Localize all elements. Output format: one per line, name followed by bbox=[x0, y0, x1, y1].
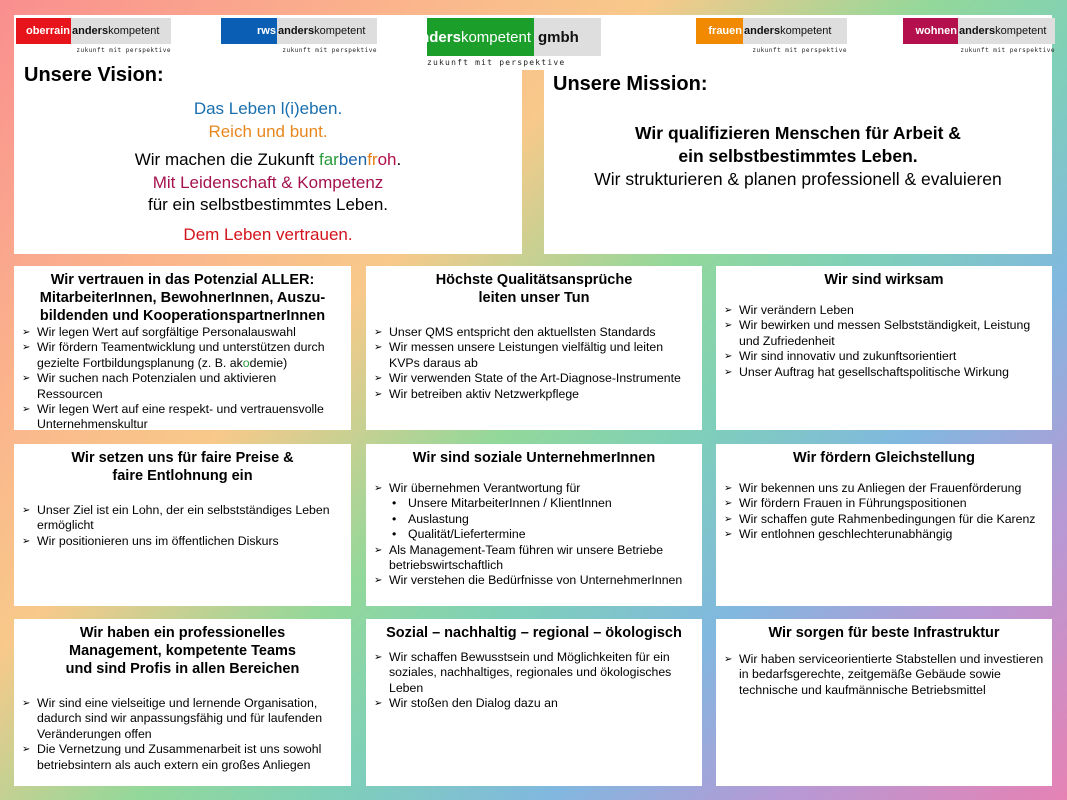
card-title-line: Sozial – nachhaltig – regional – ökologisch bbox=[386, 625, 682, 641]
logo-frauen[interactable] bbox=[696, 18, 847, 54]
logo-brand: anders kompetent bbox=[71, 18, 171, 44]
bullet-text: Wir fördern Frauen in Führungspositionen bbox=[739, 496, 967, 511]
logo-tagline: zukunft mit perspektive bbox=[960, 47, 1055, 54]
arrow-bullet-icon: ➢ bbox=[22, 535, 31, 547]
bullet-item bbox=[724, 496, 1046, 511]
card-title-line: und sind Profis in allen Bereichen bbox=[65, 661, 300, 677]
bullet-item bbox=[374, 496, 696, 511]
bullet-text: Unser Ziel ist ein Lohn, der ein selbstständiges Leben ermöglicht bbox=[37, 503, 330, 533]
vision-line-2: Reich und bunt. bbox=[208, 121, 328, 141]
arrow-bullet-icon: ➢ bbox=[724, 529, 733, 541]
logo-anderskompetent-gmbh[interactable] bbox=[411, 18, 601, 67]
card-title-line: faire Entlohnung ein bbox=[112, 468, 253, 484]
bullet-item bbox=[374, 325, 696, 340]
bullet-text: Wir positionieren uns im öffentlichen Diskurs bbox=[37, 533, 279, 548]
arrow-bullet-icon: ➢ bbox=[22, 698, 31, 709]
mission-line-3: Wir strukturieren & planen professionell & evaluieren bbox=[594, 169, 1002, 189]
card-title bbox=[366, 624, 702, 642]
logo-suffix: gmbh bbox=[534, 18, 601, 56]
bullet-text: demie) bbox=[249, 355, 288, 370]
bullet-item bbox=[724, 365, 1046, 380]
bullet-item bbox=[374, 543, 696, 574]
card-title-line: bildenden und KooperationspartnerInnen bbox=[39, 308, 326, 324]
card-title-line: leiten unser Tun bbox=[478, 290, 590, 306]
logo-tagline: zukunft mit perspektive bbox=[282, 47, 377, 54]
bullet-text: Wir schaffen gute Rahmenbedingungen für die Karenz bbox=[739, 511, 1036, 526]
logo-brand: anders kompetent bbox=[743, 18, 847, 44]
bullet-text: Wir legen Wert auf sorgfältige Personalauswahl bbox=[37, 325, 296, 339]
logo-tagline: zukunft mit perspektive bbox=[752, 47, 847, 54]
arrow-bullet-icon: ➢ bbox=[374, 373, 383, 385]
logo-brand: anders kompetent bbox=[958, 18, 1055, 44]
card-potenzial bbox=[14, 266, 351, 430]
logo-prefix: anders kompetent bbox=[427, 18, 534, 56]
bullet-text: Qualität/Liefertermine bbox=[408, 527, 526, 542]
bullet-item bbox=[724, 318, 1046, 349]
logo-wohnen[interactable] bbox=[903, 18, 1055, 54]
card-title bbox=[716, 624, 1052, 642]
arrow-bullet-icon: ➢ bbox=[374, 698, 383, 710]
logo-rws[interactable] bbox=[221, 18, 377, 54]
card-title-line: Wir vertrauen in das Potenzial ALLER: bbox=[50, 272, 315, 288]
card-title-line: Wir haben ein professionelles bbox=[79, 625, 286, 641]
farbenfroh-part: oh bbox=[377, 150, 397, 169]
bullet-text: Wir schaffen Bewusstsein und Möglichkeiten für ein soziales, nachhaltiges, regionales und ökologisches Leben bbox=[389, 650, 672, 695]
arrow-bullet-icon: ➢ bbox=[374, 544, 383, 556]
arrow-bullet-icon: ➢ bbox=[22, 744, 31, 756]
bullet-text: Wir entlohnen geschlechterunabhängig bbox=[739, 527, 953, 542]
card-bullet-list bbox=[366, 325, 702, 402]
vision-title: Unsere Vision: bbox=[24, 64, 164, 86]
bullet-item bbox=[374, 650, 696, 696]
bullet-item bbox=[724, 512, 1046, 527]
card-nachhaltig bbox=[366, 619, 702, 786]
card-bullet-list bbox=[14, 503, 351, 549]
bullet-dot-icon: • bbox=[392, 527, 397, 542]
bullet-item bbox=[724, 303, 1046, 318]
bullet-text: Wir verwenden State of the Art-Diagnose-Instrumente bbox=[389, 371, 681, 386]
arrow-bullet-icon: ➢ bbox=[374, 342, 383, 354]
card-bullet-list bbox=[366, 650, 702, 712]
bullet-item bbox=[22, 340, 345, 371]
bullet-text: Unser Auftrag hat gesellschaftspolitische Wirkung bbox=[739, 364, 1009, 379]
card-bullet-list bbox=[716, 481, 1052, 543]
arrow-bullet-icon: ➢ bbox=[374, 388, 383, 400]
card-gleichstellung bbox=[716, 444, 1052, 606]
arrow-bullet-icon: ➢ bbox=[374, 575, 383, 587]
arrow-bullet-icon: ➢ bbox=[22, 373, 31, 385]
bullet-text: Unsere MitarbeiterInnen / KlientInnen bbox=[408, 496, 612, 511]
logo-prefix: rws bbox=[221, 18, 277, 44]
bullet-text: Wir sind eine vielseitige und lernende Organisation, dadurch sind wir anpassungsfähig und für laufenden Veränderungen offen bbox=[37, 696, 323, 741]
farbenfroh-word bbox=[319, 150, 397, 169]
bullet-text: Wir messen unsere Leistungen vielfältig und leiten KVPs daraus ab bbox=[389, 340, 664, 370]
arrow-bullet-icon: ➢ bbox=[22, 404, 31, 416]
farbenfroh-part: ben bbox=[338, 150, 368, 169]
vision-line-1: Das Leben l(i)eben. bbox=[193, 99, 343, 118]
card-bullet-list bbox=[14, 325, 351, 433]
bullet-dot-icon: • bbox=[392, 496, 397, 511]
bullet-text: Wir betreiben aktiv Netzwerkpflege bbox=[389, 386, 579, 401]
card-bullet-list bbox=[716, 303, 1052, 380]
bullet-text: Wir legen Wert auf eine respekt- und vertrauensvolle Unternehmenskultur bbox=[37, 402, 324, 432]
bullet-text-highlight: o bbox=[242, 355, 250, 370]
card-soziale-unternehmer bbox=[366, 444, 702, 606]
bullet-text: Als Management-Team führen wir unsere Betriebe betriebswirtschaftlich bbox=[389, 542, 664, 573]
card-qualitaet bbox=[366, 266, 702, 430]
bullet-item bbox=[374, 340, 696, 371]
arrow-bullet-icon: ➢ bbox=[724, 654, 733, 665]
bullet-item bbox=[22, 325, 345, 340]
bullet-text: Wir stoßen den Dialog dazu an bbox=[389, 696, 558, 711]
card-title-line: Wir sorgen für beste Infrastruktur bbox=[768, 625, 1000, 641]
card-title-line: Höchste Qualitätsansprüche bbox=[435, 272, 633, 288]
card-title-line: Wir setzen uns für faire Preise & bbox=[71, 450, 294, 466]
logo-tagline: zukunft mit perspektive bbox=[76, 47, 171, 54]
arrow-bullet-icon: ➢ bbox=[374, 327, 383, 338]
card-bullet-list bbox=[366, 481, 702, 589]
bullet-text: Wir suchen nach Potenzialen und aktivieren Ressourcen bbox=[37, 371, 277, 401]
bullet-dot-icon: • bbox=[392, 511, 397, 526]
vision-line-5: für ein selbstbestimmtes Leben. bbox=[147, 195, 388, 214]
mission-title: Unsere Mission: bbox=[553, 73, 708, 95]
bullet-item bbox=[374, 371, 696, 386]
mission-line-2: ein selbstbestimmtes Leben. bbox=[678, 146, 918, 166]
bullet-item bbox=[374, 512, 696, 527]
bullet-text: Wir übernehmen Verantwortung für bbox=[389, 481, 581, 495]
bullet-item bbox=[374, 527, 696, 542]
arrow-bullet-icon: ➢ bbox=[22, 505, 31, 516]
bullet-item bbox=[724, 652, 1046, 698]
bullet-item bbox=[724, 527, 1046, 542]
bullet-item bbox=[22, 503, 345, 534]
card-title-line: Wir sind wirksam bbox=[824, 272, 944, 288]
arrow-bullet-icon: ➢ bbox=[22, 327, 31, 338]
mission-line-1: Wir qualifizieren Menschen für Arbeit & bbox=[635, 123, 961, 143]
arrow-bullet-icon: ➢ bbox=[374, 652, 383, 663]
bullet-item bbox=[374, 387, 696, 402]
arrow-bullet-icon: ➢ bbox=[724, 483, 733, 494]
bullet-text: Wir verändern Leben bbox=[739, 303, 854, 317]
farbenfroh-part: fr bbox=[367, 150, 378, 169]
vision-panel bbox=[14, 64, 522, 254]
vision-line-6: Dem Leben vertrauen. bbox=[183, 224, 353, 244]
bullet-text: Wir haben serviceorientierte Stabstellen und investieren in bedarfsgerechte, zeitgemäße Gebäude sowie technische und kaufmännische Betriebsmittel bbox=[739, 652, 1044, 697]
bullet-text: Auslastung bbox=[408, 511, 469, 526]
card-title bbox=[14, 624, 351, 678]
bullet-item bbox=[724, 481, 1046, 496]
card-management bbox=[14, 619, 351, 786]
logo-prefix: oberrain bbox=[16, 18, 71, 44]
card-title bbox=[14, 449, 351, 485]
card-bullet-list bbox=[14, 696, 351, 773]
bullet-item bbox=[22, 742, 345, 773]
bullet-text: Wir verstehen die Bedürfnisse von UnternehmerInnen bbox=[389, 573, 683, 588]
bullet-text: Die Vernetzung und Zusammenarbeit ist uns sowohl betriebsintern als auch extern ein großes Anliegen bbox=[37, 742, 322, 772]
logo-brand: anders kompetent bbox=[277, 18, 377, 44]
card-title bbox=[366, 271, 702, 307]
bullet-text: Unser QMS entspricht den aktuellsten Standards bbox=[389, 325, 656, 339]
card-title bbox=[14, 271, 351, 325]
logo-prefix: wohnen bbox=[903, 18, 958, 44]
card-title bbox=[716, 271, 1052, 289]
card-title bbox=[366, 449, 702, 467]
card-title-line: Wir sind soziale UnternehmerInnen bbox=[412, 450, 656, 466]
bullet-item bbox=[22, 534, 345, 549]
bullet-item bbox=[374, 481, 696, 496]
bullet-item bbox=[724, 349, 1046, 364]
card-title bbox=[716, 449, 1052, 467]
arrow-bullet-icon: ➢ bbox=[374, 483, 383, 494]
logo-tagline: zukunft mit perspektive bbox=[427, 58, 566, 67]
card-title-line: Wir fördern Gleichstellung bbox=[793, 450, 975, 466]
card-infrastruktur bbox=[716, 619, 1052, 786]
bullet-text: Wir bekennen uns zu Anliegen der Frauenförderung bbox=[739, 481, 1022, 495]
card-title-line: MitarbeiterInnen, BewohnerInnen, Auszu- bbox=[39, 290, 326, 306]
vision-line-3: Wir machen die Zukunft farbenfroh. bbox=[134, 150, 402, 169]
arrow-bullet-icon: ➢ bbox=[724, 498, 733, 510]
arrow-bullet-icon: ➢ bbox=[22, 342, 31, 354]
arrow-bullet-icon: ➢ bbox=[724, 351, 733, 363]
bullet-item bbox=[22, 696, 345, 742]
card-title-line: Management, kompetente Teams bbox=[69, 643, 296, 659]
bullet-text: Wir fördern Teamentwicklung und unterstützen durch gezielte Fortbildungsplanung (z. B. ak bbox=[37, 340, 325, 370]
arrow-bullet-icon: ➢ bbox=[724, 366, 733, 378]
card-faire-preise bbox=[14, 444, 351, 606]
arrow-bullet-icon: ➢ bbox=[724, 320, 733, 332]
vision-line-4: Mit Leidenschaft & Kompetenz bbox=[152, 172, 384, 192]
logo-prefix: frauen bbox=[696, 18, 743, 44]
bullet-item bbox=[374, 573, 696, 588]
bullet-item bbox=[374, 696, 696, 711]
bullet-text: Wir sind innovativ und zukunftsorientiert bbox=[739, 349, 957, 364]
bullet-item bbox=[22, 402, 345, 433]
bullet-item bbox=[22, 371, 345, 402]
logo-oberrain[interactable] bbox=[16, 18, 171, 54]
card-bullet-list bbox=[716, 652, 1052, 698]
arrow-bullet-icon: ➢ bbox=[724, 305, 733, 316]
bullet-text: Wir bewirken und messen Selbstständigkeit, Leistung und Zufriedenheit bbox=[739, 318, 1031, 348]
arrow-bullet-icon: ➢ bbox=[724, 513, 733, 525]
farbenfroh-part: far bbox=[318, 150, 339, 169]
mission-panel bbox=[544, 70, 1052, 254]
card-wirksam bbox=[716, 266, 1052, 430]
